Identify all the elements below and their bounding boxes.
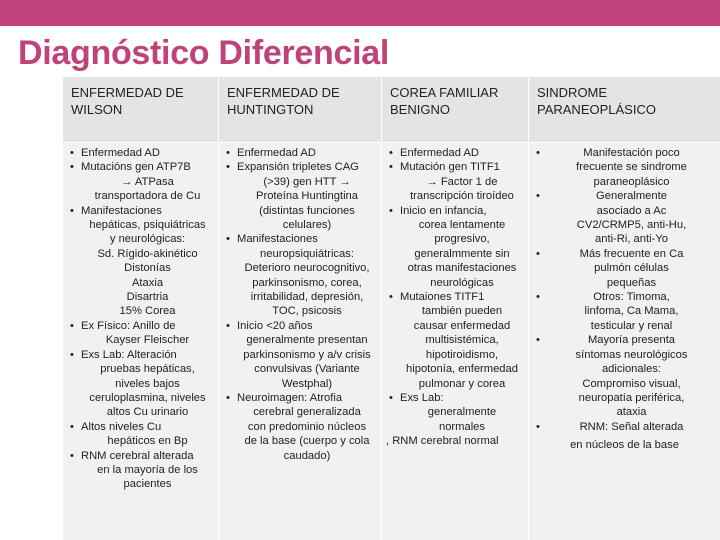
- list-item-continuation: altos Cu urinario: [106, 406, 189, 419]
- list-item-continuation: Ataxia: [131, 276, 164, 289]
- list-item-text: Mutacións gen ATP7B: [81, 161, 191, 174]
- list-item-text: Neuroimagen: Atrofia: [237, 391, 343, 404]
- list-item-continuation: pequeñas: [606, 276, 657, 289]
- list-item: [386, 391, 524, 434]
- bullet-icon: •: [226, 147, 230, 159]
- bullet-icon: •: [70, 319, 74, 332]
- bullet-icon: •: [226, 161, 230, 174]
- list-item-text: Enfermedad AD: [400, 147, 479, 159]
- header-cell-paraneoplasico: SINDROME PARANEOPLÁSICO: [529, 77, 720, 143]
- list-item: [533, 420, 716, 434]
- list-item-text: Enfermedad AD: [81, 147, 160, 159]
- list-item-continuation: Westphal): [281, 377, 333, 390]
- bullet-icon: •: [226, 233, 230, 246]
- list-item: [67, 319, 214, 348]
- list-item-continuation: hipotonía, enfermedad: [406, 363, 518, 376]
- list-item: [533, 247, 716, 290]
- list-item-text: Manifestación poco: [583, 147, 680, 159]
- list-item-text: Exs Lab: Alteración: [81, 348, 177, 361]
- list-item-continuation: pulmonar y corea: [418, 377, 506, 390]
- list-item-continuation: pacientes: [123, 478, 172, 491]
- list-item-continuation: otras manifestaciones: [407, 262, 517, 275]
- list-item-continuation: frecuente se sindrome: [576, 161, 687, 174]
- list-item-continuation: transportadora de Cu: [94, 190, 201, 203]
- list-item: [223, 146, 377, 160]
- list-item-continuation: Proteína Huntingtina: [256, 190, 358, 203]
- list-item-continuation: celulares): [282, 219, 332, 232]
- bullet-list: [386, 146, 524, 434]
- list-item-continuation: ataxia: [616, 406, 647, 419]
- list-item-continuation: en la mayoría de los: [97, 463, 198, 476]
- list-item-continuation: pulmón células: [594, 262, 669, 275]
- trailing-note: , RNM cerebral normal: [386, 435, 499, 448]
- list-item: [67, 160, 214, 203]
- list-item-continuation: caudado): [283, 449, 331, 462]
- list-item-continuation: síntomas neurológicos: [575, 348, 688, 361]
- bullet-icon: •: [389, 147, 393, 159]
- list-item-continuation: cerebral generalizada: [253, 406, 361, 419]
- list-item-text: Inicio <20 años: [237, 319, 313, 332]
- list-item-text: Exs Lab:: [400, 391, 444, 404]
- list-item-continuation: convulsivas (Variante: [254, 363, 360, 376]
- header-cell-wilson: ENFERMEDAD DE WILSON: [63, 77, 219, 143]
- list-item-continuation: TOC, psicosis: [272, 305, 342, 318]
- bullet-icon: •: [70, 204, 74, 217]
- bullet-list: [533, 146, 716, 434]
- list-item-text: RNM: Señal alterada: [579, 420, 684, 433]
- list-item-continuation: Compromiso visual,: [582, 377, 681, 390]
- list-item: [223, 160, 377, 232]
- bullet-icon: •: [536, 190, 540, 203]
- bullet-icon: •: [389, 204, 393, 217]
- body-cell-paraneoplasico: [529, 143, 720, 540]
- list-item-text: Otros: Timoma,: [593, 291, 670, 304]
- list-item-continuation: de la base (cuerpo y cola: [244, 435, 370, 448]
- list-item-continuation: linfoma, Ca Mama,: [584, 305, 679, 318]
- list-item-continuation: también pueden: [421, 305, 503, 318]
- list-item-text: Mutación gen TITF1: [400, 161, 500, 174]
- list-item-continuation: parkinsonismo y a/v crisis: [243, 348, 371, 361]
- list-item-continuation: hepáticos en Bp: [107, 435, 188, 448]
- list-item: [533, 333, 716, 419]
- bullet-icon: •: [70, 147, 74, 159]
- list-item: [533, 146, 716, 189]
- list-item-text: Mayoría presenta: [587, 334, 676, 347]
- bullet-icon: •: [536, 247, 540, 260]
- list-item-continuation: hipotiroidismo,: [425, 348, 499, 361]
- list-item-continuation: generalmente: [427, 406, 497, 419]
- header-cell-corea-familiar: COREA FAMILIAR BENIGNO: [382, 77, 529, 143]
- list-item-continuation: generalmmente sin: [414, 247, 510, 260]
- title-area: [0, 26, 720, 78]
- list-item-continuation: asociado a Ac: [596, 204, 667, 217]
- list-item: [67, 420, 214, 449]
- list-item-continuation: adicionales:: [601, 363, 662, 376]
- list-item-continuation: generalmente presentan: [246, 334, 368, 347]
- list-item-continuation: parkinsonismo, corea,: [252, 276, 362, 289]
- list-item-continuation: anti-Ri, anti-Yo: [595, 233, 668, 246]
- table-header-row: [63, 77, 720, 143]
- list-item-continuation: (>39) gen HTT →: [263, 175, 351, 188]
- list-item-text: Enfermedad AD: [237, 147, 316, 159]
- list-item-continuation: Sd. Rígido-akinético: [97, 247, 198, 260]
- bullet-icon: •: [536, 334, 540, 347]
- list-item-continuation: multisistémica,: [425, 334, 499, 347]
- list-item: [386, 204, 524, 290]
- list-item-text: Más frecuente en Ca: [579, 247, 684, 260]
- list-item-continuation: corea lentamente: [418, 219, 506, 232]
- list-item-text: Manifestaciones: [237, 233, 318, 246]
- list-item-continuation: paraneoplásico: [593, 175, 670, 188]
- title-accent-bar: [0, 0, 720, 26]
- body-cell-huntington: [219, 143, 382, 540]
- table-body-row: [63, 143, 720, 540]
- list-item: [67, 348, 214, 420]
- list-item: [533, 290, 716, 333]
- list-item-text: Manifestaciones: [81, 204, 162, 217]
- list-item: [223, 232, 377, 318]
- list-item-continuation: normales: [438, 420, 485, 433]
- list-item-continuation: → Factor 1 de: [426, 175, 498, 188]
- bullet-icon: •: [536, 147, 540, 159]
- bullet-icon: •: [226, 319, 230, 332]
- trailing-note: en núcleos de la base: [570, 439, 679, 452]
- list-item-text: Inicio en infancia,: [400, 204, 487, 217]
- list-item: [386, 290, 524, 391]
- bullet-icon: •: [226, 391, 230, 404]
- list-item-continuation: transcripción tiroídeo: [410, 190, 514, 203]
- list-item-continuation: 15% Corea: [119, 305, 176, 318]
- list-item-continuation: y neurológicas:: [109, 233, 186, 246]
- list-item-continuation: con predominio núcleos: [247, 420, 367, 433]
- list-item-continuation: neurológicas: [430, 276, 494, 289]
- bullet-icon: •: [536, 291, 540, 304]
- list-item-continuation: → ATPasa: [121, 175, 174, 188]
- list-item-continuation: Deterioro neurocognitivo,: [244, 262, 370, 275]
- list-item-continuation: ceruloplasmina, niveles: [89, 391, 206, 404]
- slide-title: Diagnóstico Diferencial: [18, 34, 389, 72]
- list-item: [67, 146, 214, 160]
- bullet-icon: •: [70, 161, 74, 174]
- list-item: [223, 319, 377, 391]
- list-item-continuation: CV2/CRMP5, anti-Hu,: [576, 219, 687, 232]
- list-item-continuation: progresivo,: [434, 233, 490, 246]
- list-item: [67, 204, 214, 319]
- body-cell-wilson: [63, 143, 219, 540]
- list-item-text: RNM cerebral alterada: [81, 449, 194, 462]
- differential-diagnosis-table: [62, 76, 720, 540]
- list-item-continuation: causar enfermedad: [413, 319, 511, 332]
- list-item-continuation: Distonías: [124, 262, 171, 275]
- list-item-continuation: Disartria: [126, 291, 169, 304]
- list-item-continuation: niveles bajos: [115, 377, 180, 390]
- header-cell-huntington: ENFERMEDAD DE HUNTINGTON: [219, 77, 382, 143]
- list-item: [533, 189, 716, 247]
- bullet-list: [67, 146, 214, 492]
- list-item: [67, 449, 214, 492]
- list-item-continuation: (distintas funciones: [259, 204, 355, 217]
- bullet-list: [223, 146, 377, 463]
- list-item-continuation: Kayser Fleischer: [105, 334, 190, 347]
- list-item-continuation: hepáticas, psiquiátricas: [89, 219, 206, 232]
- list-item: [223, 391, 377, 463]
- bullet-icon: •: [536, 420, 540, 433]
- list-item-continuation: pruebas hepáticas,: [100, 363, 195, 376]
- list-item: [386, 160, 524, 203]
- bullet-icon: •: [70, 348, 74, 361]
- list-item-text: Generalmente: [596, 190, 667, 203]
- list-item: [386, 146, 524, 160]
- list-item-text: Expansión tripletes CAG: [237, 161, 359, 174]
- list-item-continuation: irritabilidad, depresión,: [250, 291, 364, 304]
- bullet-icon: •: [70, 449, 74, 462]
- bullet-icon: •: [389, 161, 393, 174]
- list-item-text: Mutaiones TITF1: [400, 291, 485, 304]
- list-item-text: Altos niveles Cu: [81, 420, 162, 433]
- list-item-continuation: neuropsiquiátricas:: [260, 247, 354, 260]
- bullet-icon: •: [70, 420, 74, 433]
- list-item-continuation: testicular y renal: [590, 319, 673, 332]
- body-cell-corea-familiar: [382, 143, 529, 540]
- list-item-continuation: neuropatía periférica,: [578, 391, 685, 404]
- bullet-icon: •: [389, 391, 393, 404]
- list-item-text: Ex Físico: Anillo de: [81, 319, 176, 332]
- bullet-icon: •: [389, 291, 393, 304]
